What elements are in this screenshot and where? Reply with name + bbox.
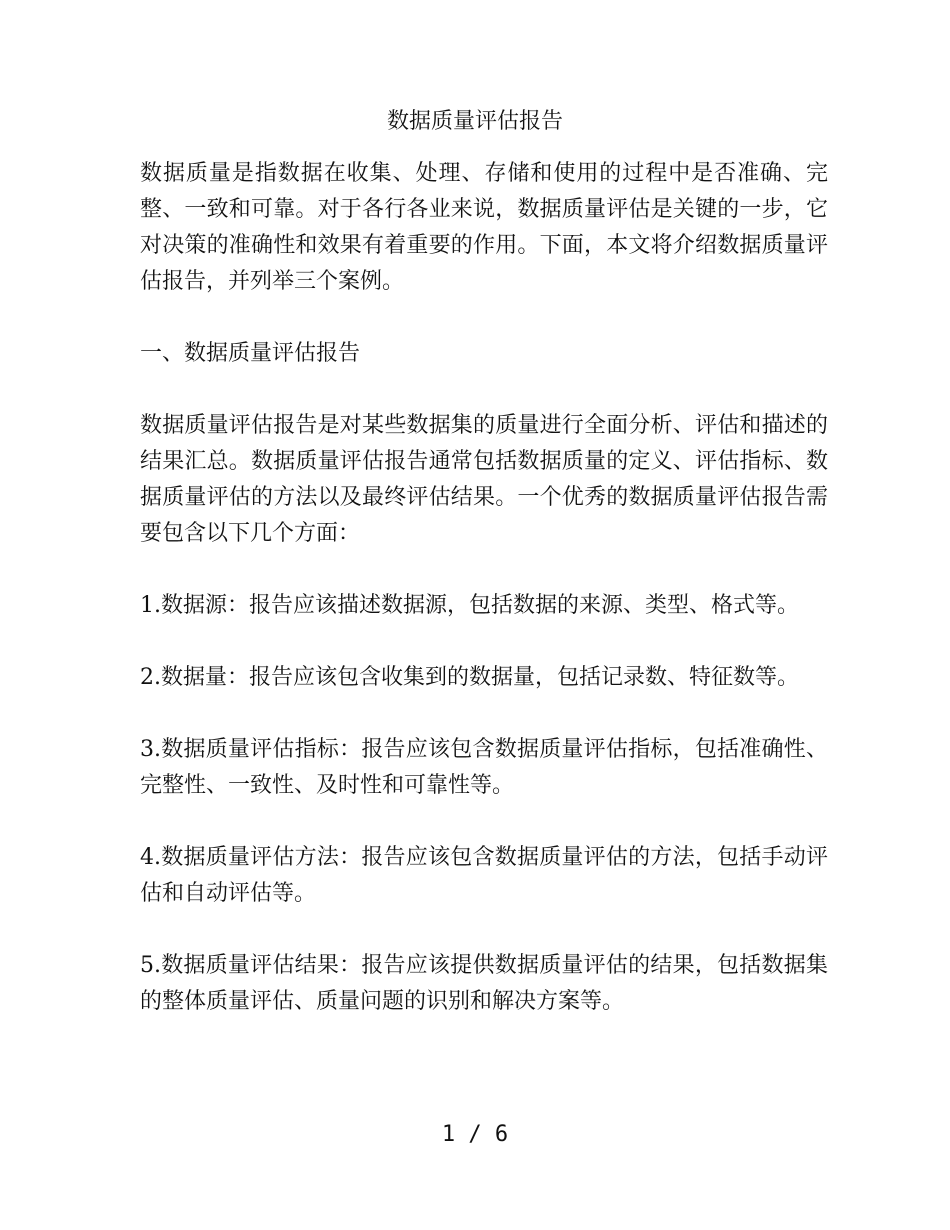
section-paragraph: 数据质量评估报告是对某些数据集的质量进行全面分析、评估和描述的结果汇总。数据质量评估报告通常包括数据质量的定义、评估指标、数据质量评估的方法以及最终评估结果。一个优秀的数据质量评估报告需要包含以下几个方面： — [140, 413, 828, 546]
list-item-assessment-method: 4.数据质量评估方法：报告应该包含数据质量评估的方法，包括手动评估和自动评估等。 — [140, 845, 828, 906]
paragraph-spacer — [140, 300, 828, 336]
paragraph-spacer — [140, 372, 828, 408]
paragraph-spacer — [140, 696, 828, 732]
document-body — [140, 156, 828, 1020]
page-number: 1 / 6 — [441, 1122, 509, 1147]
list-item-data-source: 1.数据源：报告应该描述数据源，包括数据的来源、类型、格式等。 — [140, 593, 799, 618]
list-item-assessment-result: 5.数据质量评估结果：报告应该提供数据质量评估的结果，包括数据集的整体质量评估、质量问题的识别和解决方案等。 — [140, 953, 828, 1014]
paragraph-spacer — [140, 552, 828, 588]
document-title: 数据质量评估报告 — [386, 109, 563, 134]
section-heading: 一、数据质量评估报告 — [140, 341, 361, 366]
list-item-quality-metrics: 3.数据质量评估指标：报告应该包含数据质量评估指标，包括准确性、完整性、一致性、及时性和可靠性等。 — [140, 737, 828, 798]
paragraph-spacer — [140, 912, 828, 948]
paragraph-spacer — [140, 624, 828, 660]
list-item-data-volume: 2.数据量：报告应该包含收集到的数据量，包括记录数、特征数等。 — [140, 665, 799, 690]
intro-paragraph: 数据质量是指数据在收集、处理、存储和使用的过程中是否准确、完整、一致和可靠。对于各行各业来说，数据质量评估是关键的一步，它对决策的准确性和效果有着重要的作用。下面，本文将介绍数据质量评估报告，并列举三个案例。 — [140, 161, 828, 294]
paragraph-spacer — [140, 804, 828, 840]
